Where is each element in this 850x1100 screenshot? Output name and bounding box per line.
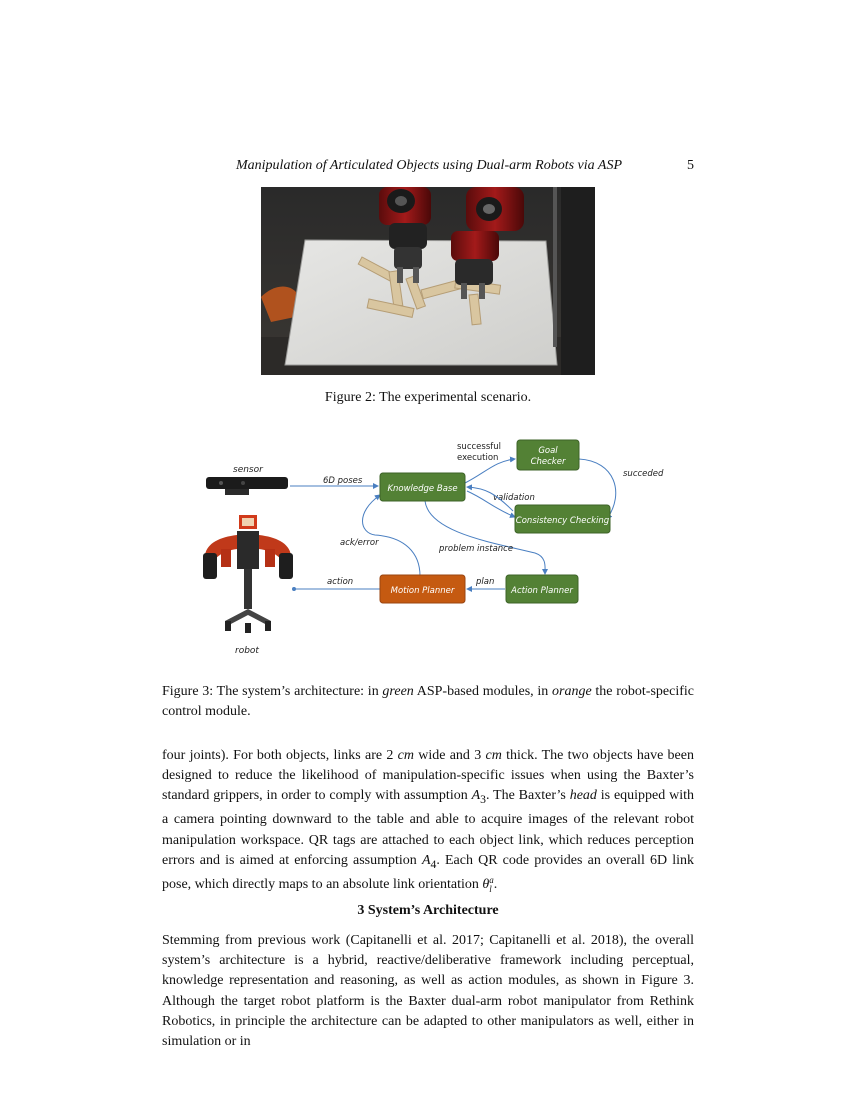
edge-validation-label: validation (493, 493, 535, 503)
p1-text-7: . (493, 876, 498, 892)
figure3-caption-mid: ASP-based modules, in (413, 684, 552, 699)
p1-text-6: . Each QR code provides an overall 6D link pose, which directly maps to an absolute link orientation (162, 852, 695, 892)
p1-assumption-a4-sub: 4 (430, 857, 437, 871)
p1-text-2: wide and 3 (413, 748, 486, 763)
p1-theta: θ (482, 876, 490, 892)
edge-ack-error-label: ack/error (340, 538, 379, 548)
sensor-device-icon (206, 477, 288, 495)
goal-checker-node (517, 440, 579, 470)
goal-checker-label-2: Checker (530, 457, 566, 467)
robot-label: robot (235, 646, 259, 656)
p1-theta-sub: l (489, 883, 492, 894)
figure3-caption (162, 682, 694, 722)
figure3-caption-orange: orange (552, 684, 592, 699)
p1-text-5: is equipped with a camera pointing downward to the table and able to acquire images of the relevant robot manipulation workspace. QR tags are attached to each object link, which reduces perception errors and is aimed at enforcing assumption (162, 788, 694, 868)
architecture-diagram (195, 433, 665, 663)
edge-problem-instance-label: problem instance (439, 544, 514, 554)
p1-head-word: head (569, 788, 597, 804)
p1-assumption-a4: A (421, 852, 431, 868)
p1-unit-cm-1: cm (397, 748, 414, 763)
p1-assumption-a3-sub: 3 (480, 793, 486, 807)
consistency-checking-label: Consistency Checking (515, 516, 610, 526)
p1-unit-cm-2: cm (485, 748, 502, 763)
experimental-scenario-photo (261, 187, 595, 375)
goal-checker-label-1: Goal (538, 446, 558, 456)
p1-text-3: thick. The two objects have been designed to reduce the likelihood of manipulation-specific issues when using the Baxter’s standard grippers, in order to comply with assumption (162, 748, 694, 804)
paragraph-architecture: Stemming from previous work (Capitanelli et al. 2017; Capitanelli et al. 2018), the overall system’s architecture is a hybrid, reactive/deliberative framework including perceptual, knowledge representation and reasoning, as well as action modules, as shown in Figure 3. Although the target robot platform is the Baxter dual-arm robot manipulator from Rethink Robotics, in principle the architecture can be adapted to other manipulators as well, either in simulation or in (162, 933, 694, 1050)
p1-text-1: four joints). For both objects, links are 2 (162, 748, 398, 763)
figure2-caption: Figure 2: The experimental scenario. (324, 390, 532, 405)
edge-plan-label: plan (476, 577, 495, 587)
knowledge-base-label: Knowledge Base (387, 484, 458, 494)
action-planner-node (506, 575, 578, 603)
consistency-checking-node (515, 505, 610, 533)
figure3-caption-prefix: Figure 3: The system’s architecture: in (162, 684, 383, 699)
sensor-label: sensor (233, 465, 263, 475)
p1-assumption-a: A (471, 788, 481, 804)
action-planner-label: Action Planner (511, 586, 573, 596)
edge-action-label: action (327, 577, 354, 587)
edge-succeded-label: succeded (623, 469, 664, 479)
figure3-caption-suffix: the robot-specific control module. (162, 684, 694, 719)
motion-planner-node (380, 575, 465, 603)
edge-6d-poses-label: 6D poses (323, 476, 363, 486)
edge-execution-label: execution (457, 453, 499, 463)
running-title: Manipulation of Articulated Objects using Dual-arm Robots via ASP (236, 158, 623, 173)
section-heading: 3 System’s Architecture (357, 903, 499, 918)
knowledge-base-node (380, 473, 465, 501)
figure3-caption-green: green (382, 684, 414, 699)
motion-planner-label: Motion Planner (390, 586, 455, 596)
edge-successful-label: successful (457, 442, 501, 452)
paragraph-objects-description (162, 746, 694, 895)
p1-text-4: . The Baxter’s (485, 788, 570, 804)
p1-theta-sup: a (489, 874, 494, 885)
baxter-robot-icon (203, 515, 293, 633)
page-header (162, 158, 694, 178)
page-number: 5 (687, 158, 694, 173)
